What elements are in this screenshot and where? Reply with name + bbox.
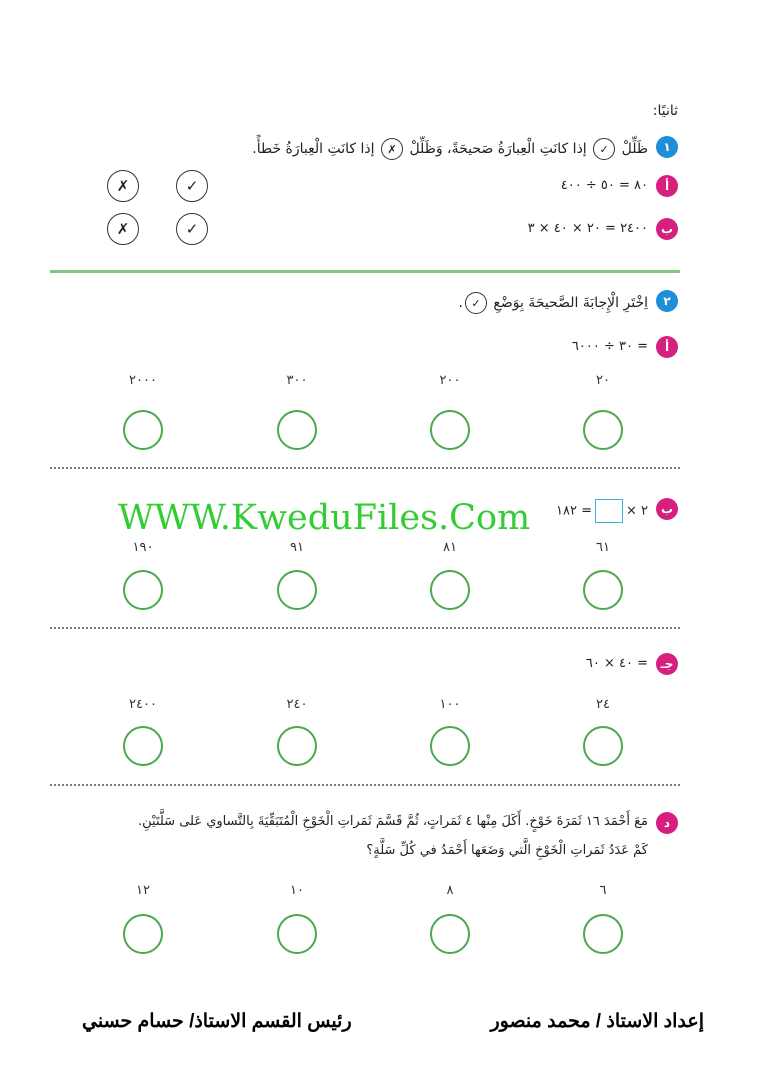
q2-part-d-line2: كَمْ عَدَدُ ثَمَراتِ الْخَوْخِ الَّتي وَضَعَها أَحْمَدُ في كُلِّ سَلَّةٍ؟ — [366, 843, 648, 858]
section-divider — [50, 270, 680, 273]
q1-item-a-false-option[interactable]: ✗ — [107, 170, 139, 202]
option-label: ٨ — [446, 883, 454, 898]
answer-circle[interactable] — [123, 410, 163, 450]
answer-circle[interactable] — [277, 914, 317, 954]
footer-head-of-department: رئيس القسم الاستاذ/ حسام حسني — [82, 1011, 352, 1032]
q1-item-b-true-option[interactable]: ✓ — [176, 213, 208, 245]
q2-part-d-badge: د — [656, 812, 678, 834]
question-2-instruction — [458, 292, 648, 314]
check-icon: ✓ — [593, 138, 615, 160]
footer-prepared-by: إعداد الاستاذ / محمد منصور — [490, 1011, 704, 1032]
answer-circle[interactable] — [430, 570, 470, 610]
option-label: ٣٠٠ — [286, 373, 308, 388]
q1-item-a-badge: أ — [656, 175, 678, 197]
dotted-divider — [50, 784, 680, 786]
answer-circle[interactable] — [583, 410, 623, 450]
q2-part-c-badge: جـ — [656, 653, 678, 675]
option-label: ٩١ — [290, 540, 304, 555]
watermark: WWW.KweduFiles.Com — [118, 498, 531, 538]
answer-circle[interactable] — [277, 726, 317, 766]
cross-icon: ✗ — [381, 138, 403, 160]
answer-circle[interactable] — [123, 570, 163, 610]
option-label: ٨١ — [443, 540, 457, 555]
option-label: ١٢ — [136, 883, 150, 898]
dotted-divider — [50, 467, 680, 469]
q1-item-b-badge: ب — [656, 218, 678, 240]
answer-circle[interactable] — [277, 410, 317, 450]
q1-instruction-part1: ظَلِّلْ — [621, 141, 648, 157]
q2-part-b-badge: ب — [656, 498, 678, 520]
option-label: ٦ — [599, 883, 607, 898]
q1-instruction-part3: إذا كانَتِ الْعِبارَةُ خَطأً. — [252, 141, 375, 157]
option-label: ٢٠٠ — [439, 373, 461, 388]
q1-item-a-expression: ٨٠ = ٥٠ ÷ ٤٠٠ — [560, 178, 648, 193]
question-2-badge: ٢ — [656, 290, 678, 312]
q2-part-a-badge: أ — [656, 336, 678, 358]
option-label: ٦١ — [596, 540, 610, 555]
q2-part-b-expression — [556, 499, 648, 523]
check-icon: ✓ — [465, 292, 487, 314]
q2-part-b-right: = ١٨٢ — [556, 503, 592, 519]
q1-item-b-expression: ٢٤٠٠ = ٢٠ × ٤٠ × ٣ — [527, 221, 648, 236]
option-label: ٢٤ — [596, 697, 610, 712]
question-1-instruction — [252, 138, 648, 160]
answer-circle[interactable] — [123, 726, 163, 766]
q2-instruction-end: . — [458, 295, 463, 311]
q2-part-c-expression: = ٤٠ × ٦٠ — [585, 656, 648, 671]
option-label: ١٩٠ — [132, 540, 154, 555]
dotted-divider — [50, 627, 680, 629]
section-title: ثانيًا: — [652, 103, 678, 119]
q1-item-b-false-option[interactable]: ✗ — [107, 213, 139, 245]
answer-circle[interactable] — [583, 726, 623, 766]
option-label: ٢٠٠٠ — [129, 373, 157, 388]
option-label: ٢٤٠ — [286, 697, 308, 712]
answer-circle[interactable] — [277, 570, 317, 610]
q2-part-a-expression: = ٣٠ ÷ ٦٠٠٠ — [571, 339, 648, 354]
option-label: ١٠ — [290, 883, 304, 898]
answer-box[interactable] — [595, 499, 623, 523]
question-1-badge: ١ — [656, 136, 678, 158]
answer-circle[interactable] — [123, 914, 163, 954]
option-label: ٢٠ — [596, 373, 610, 388]
q2-part-d-line1: مَعَ أَحْمَدَ ١٦ ثَمَرَةَ خَوْخٍ. أَكَلَ مِنْها ٤ ثَمَراتٍ، ثُمَّ قَسَّمَ ثَمَراتِ الْخَوْخِ الْمُتَبَقِّيَةَ بِالتَّساوي عَلى سَلَّتَيْنِ. — [138, 814, 648, 829]
option-label: ١٠٠ — [439, 697, 461, 712]
q1-instruction-part2: إذا كانَتِ الْعِبارَةُ صَحيحَةً، وَظَلِّلْ — [409, 141, 587, 157]
q2-part-b-left: ٢ × — [625, 503, 648, 519]
answer-circle[interactable] — [430, 410, 470, 450]
option-label: ٢٤٠٠ — [129, 697, 157, 712]
answer-circle[interactable] — [583, 914, 623, 954]
answer-circle[interactable] — [583, 570, 623, 610]
q1-item-a-true-option[interactable]: ✓ — [176, 170, 208, 202]
answer-circle[interactable] — [430, 914, 470, 954]
answer-circle[interactable] — [430, 726, 470, 766]
q2-instruction-text: اِخْتَرِ الْإِجابَةَ الصَّحيحَةَ بِوَضْعِ — [493, 295, 648, 311]
